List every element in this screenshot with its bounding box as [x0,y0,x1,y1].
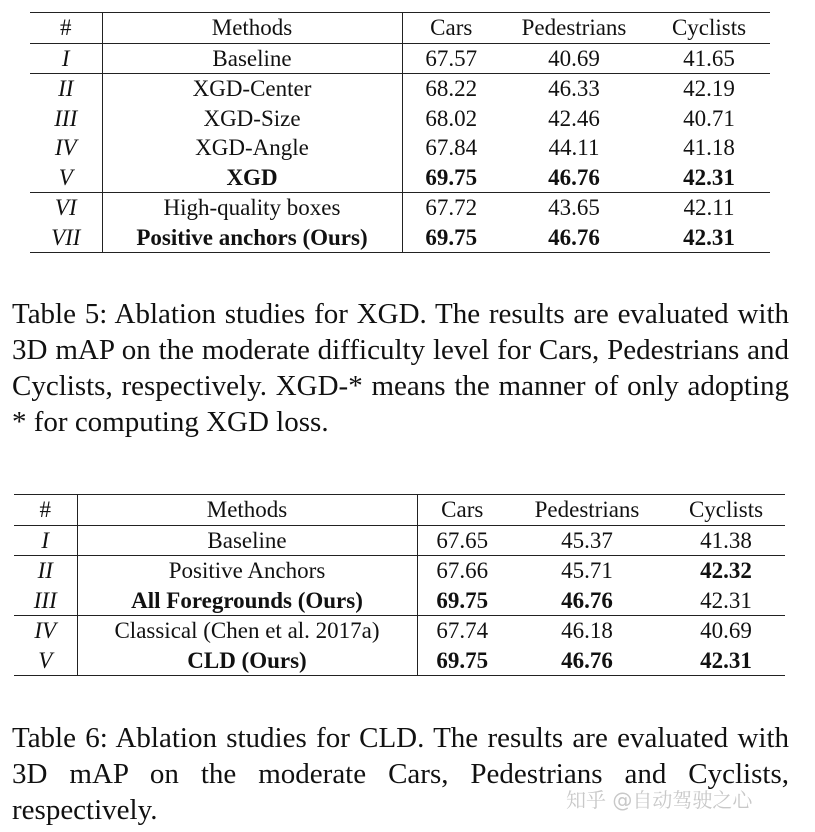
row-number: I [30,43,102,74]
pedestrians-cell: 44.11 [548,135,600,161]
row-number: V [14,646,77,676]
cyclists-cell: 40.71 [683,105,735,131]
pedestrians-cell: 46.76 [507,646,667,676]
row-number: III [14,586,77,616]
method-cell: High-quality boxes [102,193,402,223]
cyclists-cell: 40.69 [667,616,785,646]
pedestrians-cell: 40.69 [548,45,600,71]
table-row [14,616,785,646]
pedestrians-cell: 42.46 [548,105,600,131]
col-header-number: # [30,13,102,44]
cyclists-cell: 42.31 [667,646,785,676]
table-row [14,586,785,616]
cars-cell: 67.57 [425,45,478,71]
table-row [30,163,770,193]
cars-cell: 69.75 [417,646,507,676]
cars-cell: 68.22 [402,74,500,104]
row-number: IV [30,133,102,163]
pedestrians-cell: 43.65 [500,193,648,223]
pedestrians-cell: 46.76 [561,587,613,613]
table-row [30,193,770,223]
row-number: V [30,163,102,193]
pedestrians-cell: 46.76 [500,223,648,253]
row-number: II [30,74,102,104]
method-cell: XGD-Angle [102,133,402,163]
table-row [30,223,770,253]
cars-cell: 69.75 [436,587,489,613]
cyclists-cell: 42.19 [648,74,770,104]
col-header-cars: Cars [417,495,507,526]
table-row [30,133,770,163]
cars-cell: 67.65 [436,527,489,553]
table-row [14,525,785,556]
cyclists-cell: 42.31 [648,223,770,253]
cars-cell: 67.84 [425,135,478,161]
table-header-row [14,495,785,526]
method-cell: Baseline [102,43,402,74]
col-header-cars: Cars [402,13,500,44]
pedestrians-cell: 45.71 [507,556,667,586]
method-cell: Positive Anchors [77,556,417,586]
row-number: I [14,525,77,556]
row-number: VI [30,193,102,223]
pedestrians-cell: 46.76 [548,164,600,190]
col-header-number: # [14,495,77,526]
table-header-row [30,13,770,44]
table-5-caption: Table 5: Ablation studies for XGD. The results are evaluated with 3D mAP on the moderate difficulty level for Cars, Pedestrians and Cyclists, respectively. XGD-* means the manner of only adopting * for computing XGD loss. [12,298,789,438]
cyclists-cell: 42.11 [648,193,770,223]
cyclists-cell: 42.32 [667,556,785,586]
cars-cell: 67.66 [417,556,507,586]
table-5 [30,12,770,253]
cars-cell: 68.02 [425,105,478,131]
table-6 [14,494,785,676]
table-row [30,74,770,104]
row-number: IV [14,616,77,646]
cyclists-cell: 42.31 [700,587,752,613]
table-row [14,646,785,676]
col-header-cyclists: Cyclists [648,13,770,44]
col-header-cyclists: Cyclists [667,495,785,526]
table-row [30,104,770,134]
method-cell: XGD-Size [102,104,402,134]
method-cell: All Foregrounds (Ours) [77,586,417,616]
cyclists-cell: 42.31 [683,164,735,190]
method-cell: CLD (Ours) [77,646,417,676]
cyclists-cell: 41.18 [683,135,735,161]
cars-cell: 69.75 [425,164,478,190]
watermark: 知乎 @自动驾驶之心 [566,788,753,812]
cars-cell: 67.74 [417,616,507,646]
cyclists-cell: 41.38 [700,527,752,553]
pedestrians-cell: 46.33 [500,74,648,104]
pedestrians-cell: 45.37 [561,527,613,553]
col-header-pedestrians: Pedestrians [507,495,667,526]
table-6-caption: Table 6: Ablation studies for CLD. The results are evaluated with 3D mAP on the moderate Cars, Pedestrians and Cyclists, respectively. [12,722,789,826]
col-header-pedestrians: Pedestrians [500,13,648,44]
row-number: VII [30,223,102,253]
col-header-methods: Methods [77,495,417,526]
table-row [30,43,770,74]
method-cell: Positive anchors (Ours) [102,223,402,253]
row-number: II [14,556,77,586]
cars-cell: 67.72 [402,193,500,223]
method-cell: Baseline [77,525,417,556]
cars-cell: 69.75 [402,223,500,253]
table-row [14,556,785,586]
method-cell: Classical (Chen et al. 2017a) [77,616,417,646]
method-cell: XGD [102,163,402,193]
cyclists-cell: 41.65 [683,45,735,71]
method-cell: XGD-Center [102,74,402,104]
pedestrians-cell: 46.18 [507,616,667,646]
col-header-methods: Methods [102,13,402,44]
row-number: III [30,104,102,134]
